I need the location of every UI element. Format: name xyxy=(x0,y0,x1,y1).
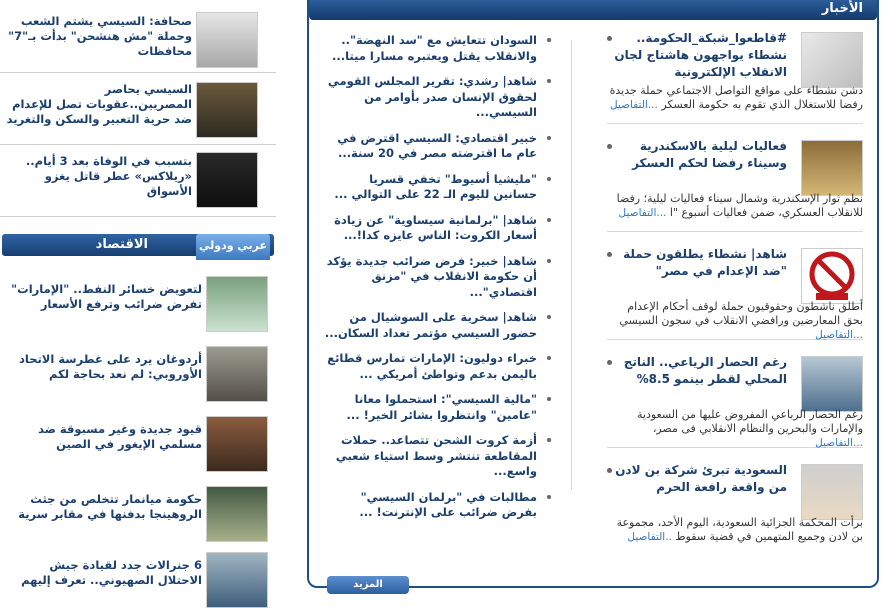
news-list-item[interactable]: "مالية السيسي": استحملوا معانا "عامين" وانتظروا بشائر الخير! ... xyxy=(323,392,543,423)
tab-arab-international[interactable]: عربي ودولي xyxy=(196,234,270,260)
news-list-item[interactable]: "مليشيا أسيوط" تخفي قسريا حسانين لليوم الـ 22 على التوالي ... xyxy=(323,172,543,203)
divider xyxy=(0,72,276,73)
featured-item[interactable] xyxy=(607,24,863,124)
news-panel xyxy=(307,0,879,588)
column-divider xyxy=(571,40,572,490)
featured-headline[interactable]: السعودية تبرئ شركة بن لادن من واقعة رافعة الحرم xyxy=(615,463,787,494)
bullet-icon xyxy=(547,356,551,360)
economy-news-headline[interactable]: لتعويض خسائر النفط.. "الإمارات" تفرض ضرائب وترفع الأسعار xyxy=(11,282,202,311)
economy-news-item[interactable] xyxy=(2,552,276,612)
bullet-icon xyxy=(547,438,551,442)
side-column xyxy=(0,0,276,612)
news-thumbnail[interactable] xyxy=(206,552,268,608)
divider xyxy=(0,216,276,217)
news-panel-header xyxy=(309,0,877,20)
news-panel-title: الأخبار xyxy=(821,1,863,16)
featured-item[interactable] xyxy=(607,348,863,448)
featured-headline[interactable]: رغم الحصار الرياعي.. الناتج المحلي لقطر بينمو 8.5% xyxy=(623,355,787,386)
economy-news-headline[interactable]: قيود جديدة وغير مسبوقة ضد مسلمي الإيغور في الصين xyxy=(38,422,202,451)
news-thumbnail[interactable] xyxy=(196,82,258,138)
news-list-item[interactable]: أزمة كروت الشحن تتصاعد.. حملات المقاطعة تنتشر وسط استياء شعبي واسع... xyxy=(323,433,543,480)
featured-news-column xyxy=(607,24,863,564)
bullet-icon xyxy=(547,315,551,319)
featured-summary: أطلق ناشطون وحقوقيون حملة لوقف أحكام الإعدام بحق المعارضين ورافضي الانقلاب في سجون السيسي ...التفاصيل xyxy=(619,300,863,341)
economy-section-header xyxy=(2,234,274,256)
news-thumbnail[interactable] xyxy=(206,276,268,332)
featured-summary: برأت المحكمة الجزائية السعودية، اليوم الأحد، مجموعة بن لادن وجميع المتهمين في قضية سقوط ..التفاصيل xyxy=(616,516,863,543)
economy-news-item[interactable] xyxy=(2,486,276,546)
news-thumbnail[interactable] xyxy=(801,32,863,88)
details-link[interactable]: ...التفاصيل xyxy=(815,329,863,341)
side-news-item[interactable] xyxy=(0,152,276,214)
details-link[interactable]: ...التفاصيل xyxy=(609,99,658,111)
economy-news-item[interactable] xyxy=(2,416,276,476)
news-thumbnail[interactable] xyxy=(801,140,863,196)
economy-news-headline[interactable]: 6 جنرالات جدد لقيادة جيش الاحتلال الصهيوني.. تعرف إليهم xyxy=(21,558,202,587)
featured-headline[interactable]: فعاليات ليلية بالاسكندرية وسيناء رفضا لحكم العسكر xyxy=(632,139,787,170)
economy-news-headline[interactable]: حكومة ميانمار تتخلص من جثث الروهينجا بدفنها في مقابر سرية xyxy=(18,492,202,521)
details-link[interactable]: ..التفاصيل xyxy=(627,531,672,543)
more-button[interactable]: المزيد xyxy=(327,576,409,594)
news-list-item[interactable]: السودان تتعايش مع "سد النهضة".. والانقلاب يقتل ويعتبره مسارا ميتا... xyxy=(323,33,543,64)
side-news-item[interactable] xyxy=(0,82,276,144)
bullet-icon xyxy=(547,218,551,222)
featured-summary: دشن نشطاء على مواقع التواصل الاجتماعي حملة جديدة رفضا للاستغلال الذي تقوم به حكومة العسكر ...التفاصيل xyxy=(609,84,863,111)
economy-section-title: الاقتصاد xyxy=(95,237,148,252)
side-news-headline[interactable]: صحافة: السيسي يشتم الشعب وحملة "مش هنشحن" بدأت بـ"7" محافظات xyxy=(8,14,192,58)
featured-item[interactable] xyxy=(607,240,863,340)
news-list-item[interactable]: مطالبات في "برلمان السيسي" بفرض ضرائب على الإنترنت! ... xyxy=(323,490,543,521)
featured-item[interactable] xyxy=(607,132,863,232)
news-list-item[interactable]: خبير اقتصادي: السيسي اقترض في عام ما اقترضته مصر في 20 سنة... xyxy=(323,131,543,162)
featured-item[interactable] xyxy=(607,456,863,556)
anti-execution-logo-icon xyxy=(802,249,862,303)
news-list-item[interactable]: شاهد| رشدي: تقرير المجلس القومي لحقوق الإنسان صدر بأوامر من السيسي... xyxy=(323,74,543,121)
news-thumbnail[interactable] xyxy=(206,486,268,542)
side-news-headline[interactable]: بتسبب في الوفاة بعد 3 أيام.. «ريلاكس» عطر قاتل يغزو الأسواق xyxy=(25,154,192,198)
news-thumbnail[interactable] xyxy=(206,416,268,472)
news-list-item[interactable]: شاهد| خبير: فرض ضرائب جديدة يؤكد أن حكومة الانقلاب في "مزنق اقتصادي"... xyxy=(323,254,543,301)
bullet-icon xyxy=(547,38,551,42)
bullet-icon xyxy=(547,136,551,140)
news-thumbnail[interactable] xyxy=(196,12,258,68)
bullet-icon xyxy=(547,495,551,499)
featured-headline[interactable]: #قاطعوا_شبكة_الحكومة.. نشطاء يواجهون هاشتاج لجان الانقلاب الإلكترونية xyxy=(614,31,787,79)
featured-summary: نظم ثوار الإسكندرية وشمال سيناء فعاليات ليلية؛ رفضا للانقلاب العسكري، ضمن فعاليات أسبوع "ا ...التفاصيل xyxy=(616,192,863,219)
details-link[interactable]: ...التفاصيل xyxy=(815,437,863,449)
economy-news-item[interactable] xyxy=(2,346,276,406)
details-link[interactable]: ...التفاصيل xyxy=(618,207,667,219)
bullet-icon xyxy=(547,79,551,83)
news-list-item[interactable]: شاهد| سخرية على السوشيال من حضور السيسي مؤتمر تعداد السكان... xyxy=(323,310,543,341)
economy-news-headline[interactable]: أردوغان يرد على غطرسة الاتحاد الأوروبي: لم نعد بحاجة لكم xyxy=(18,352,202,381)
news-thumbnail[interactable] xyxy=(801,464,863,520)
side-news-item[interactable] xyxy=(0,12,276,74)
divider xyxy=(0,144,276,145)
news-thumbnail[interactable] xyxy=(801,356,863,412)
news-list-column xyxy=(323,33,543,531)
news-thumbnail[interactable] xyxy=(196,152,258,208)
bullet-icon xyxy=(547,177,551,181)
economy-news-item[interactable] xyxy=(2,276,276,336)
bullet-icon xyxy=(547,259,551,263)
side-news-headline[interactable]: السيسي يحاصر المصريين..عقوبات تصل للإعدام ضد حرية التعبير والسكن والتغريد xyxy=(6,82,192,126)
bullet-icon xyxy=(547,397,551,401)
news-list-item[interactable]: شاهد| "برلمانية سيساوية" عن زيادة أسعار الكروت: الناس عايزه كدا!... xyxy=(323,213,543,244)
news-thumbnail[interactable] xyxy=(801,248,863,304)
featured-headline[interactable]: شاهد| نشطاء يطلقون حملة "ضد الإعدام في مصر" xyxy=(623,247,787,278)
news-list-item[interactable]: خبراء دوليون: الإمارات تمارس قطائع باليمن بدعم وتواطئ أمريكي ... xyxy=(323,351,543,382)
featured-summary: رغم الحصار الرباعي المفروض عليها من السعودية والإمارات والبحرين والنظام الانقلابي فى مصر، ...التفاصيل xyxy=(637,408,863,449)
news-thumbnail[interactable] xyxy=(206,346,268,402)
